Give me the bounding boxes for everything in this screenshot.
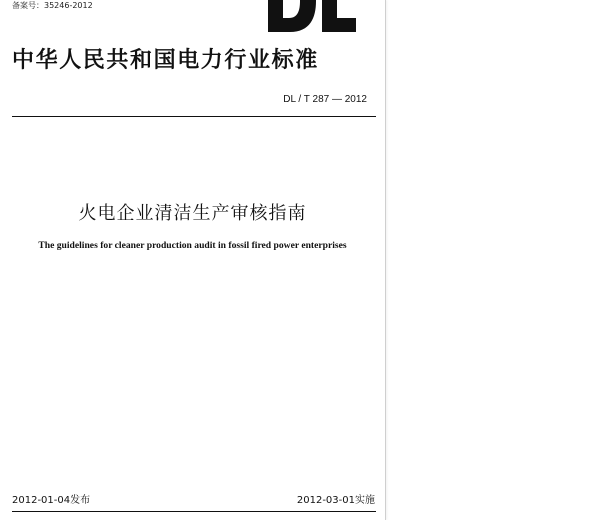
header-divider [12, 116, 376, 117]
issue-date: 2012-01-04发布 [12, 495, 91, 506]
filing-number: 备案号：35246-2012 [12, 1, 93, 10]
organization-title: 中华人民共和国电力行业标准 [12, 48, 319, 73]
footer-divider [12, 511, 376, 512]
document-title-cn: 火电企业清洁生产审核指南 [78, 203, 307, 224]
dl-logo [266, 0, 358, 32]
document-title-en: The guidelines for cleaner production audit in fossil fired power enterprises [38, 240, 347, 251]
standard-code: DL / T 287 — 2012 [283, 94, 367, 105]
implementation-date: 2012-03-01实施 [296, 495, 375, 506]
